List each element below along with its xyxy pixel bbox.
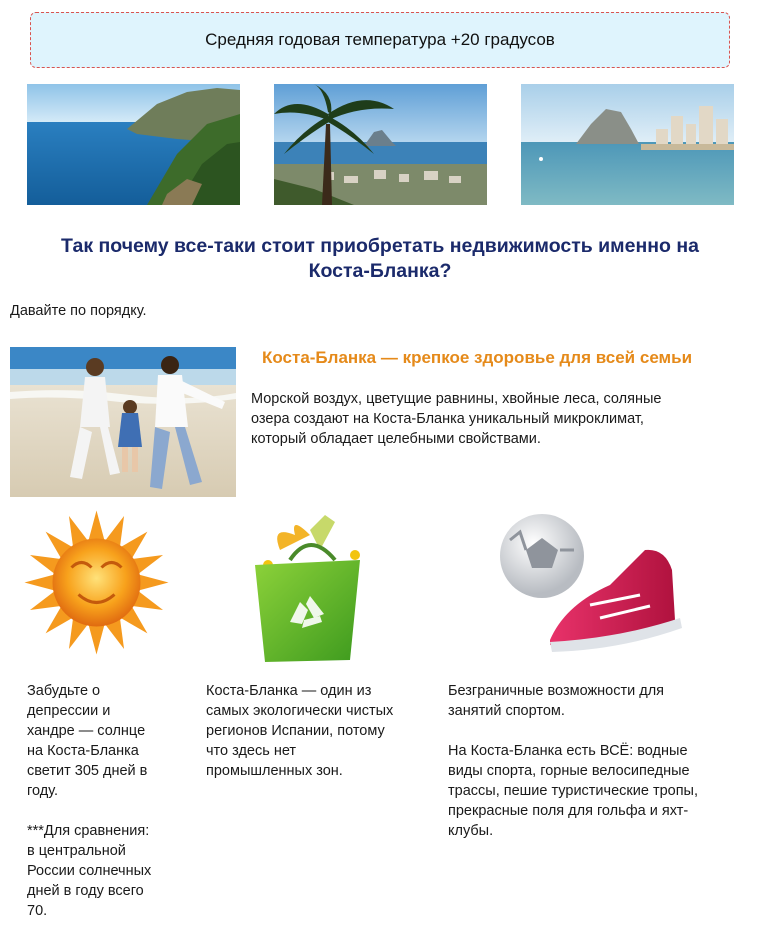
- eco-line: что здесь нет: [206, 743, 297, 759]
- health-line-1: Морской воздух, цветущие равнины, хвойные леса, соляные: [251, 391, 662, 407]
- temperature-banner: [30, 12, 730, 68]
- sun-note-line: России солнечных: [27, 863, 152, 879]
- sun-line: на Коста-Бланка: [27, 743, 139, 759]
- sun-note-line: в центральной: [27, 843, 126, 859]
- sport-line: Безграничные возможности для: [448, 683, 665, 699]
- eco-line: Коста-Бланка — один из: [206, 683, 372, 699]
- sun-line: депрессии и: [27, 703, 111, 719]
- eco-line: промышленных зон.: [206, 763, 343, 779]
- sport-more-line: На Коста-Бланка есть ВСЁ: водные: [448, 743, 688, 759]
- health-line-2: озера создают на Коста-Бланка уникальный микроклимат,: [251, 411, 644, 427]
- sun-line: Забудьте о: [27, 683, 101, 699]
- coast-photo-cliffs: [27, 84, 240, 205]
- sport-line: занятий спортом.: [448, 703, 565, 719]
- sun-column: [27, 681, 172, 941]
- page-heading: [20, 234, 740, 284]
- heading-line-1: Так почему все-таки стоит приобретать недвижимость именно на: [61, 235, 699, 257]
- health-title: Коста-Бланка — крепкое здоровье для всей семьи: [262, 348, 693, 367]
- family-beach-photo: [10, 347, 236, 497]
- eco-column: [206, 681, 421, 801]
- banner-text: Средняя годовая температура +20 градусов: [205, 30, 555, 49]
- sun-line: хандре — солнце: [27, 723, 146, 739]
- coast-photo-bay: [521, 84, 734, 205]
- sun-note-line: 70.: [27, 903, 48, 919]
- sport-more-line: клубы.: [448, 823, 494, 839]
- sun-icon: [24, 510, 169, 655]
- eco-text: [206, 681, 421, 781]
- sport-ball-shoe-icon: [490, 510, 690, 660]
- health-line-3: который обладает целебными свойствами.: [251, 431, 541, 447]
- sun-note-line: дней в году всего: [27, 883, 144, 899]
- sun-line: светит 305 дней в: [27, 763, 148, 779]
- eco-line: самых экологически чистых: [206, 703, 394, 719]
- sport-more: [448, 741, 738, 841]
- sun-note: [27, 821, 172, 921]
- sport-column: [448, 681, 738, 861]
- sport-more-line: прекрасные поля для гольфа и яхт-: [448, 803, 689, 819]
- coast-photo-palm: [274, 84, 487, 205]
- eco-bag-icon: [240, 510, 380, 665]
- sun-line: году.: [27, 783, 59, 799]
- health-description: [251, 389, 731, 449]
- sport-more-line: трассы, пешие туристические тропы,: [448, 783, 699, 799]
- sport-more-line: виды спорта, горные велосипедные: [448, 763, 690, 779]
- sun-note-line: ***Для сравнения:: [27, 823, 150, 839]
- sun-text: [27, 681, 172, 801]
- intro-text: Давайте по порядку.: [10, 303, 147, 319]
- eco-line: регионов Испании, потому: [206, 723, 385, 739]
- sport-text: [448, 681, 738, 721]
- heading-line-2: Коста-Бланка?: [308, 260, 452, 282]
